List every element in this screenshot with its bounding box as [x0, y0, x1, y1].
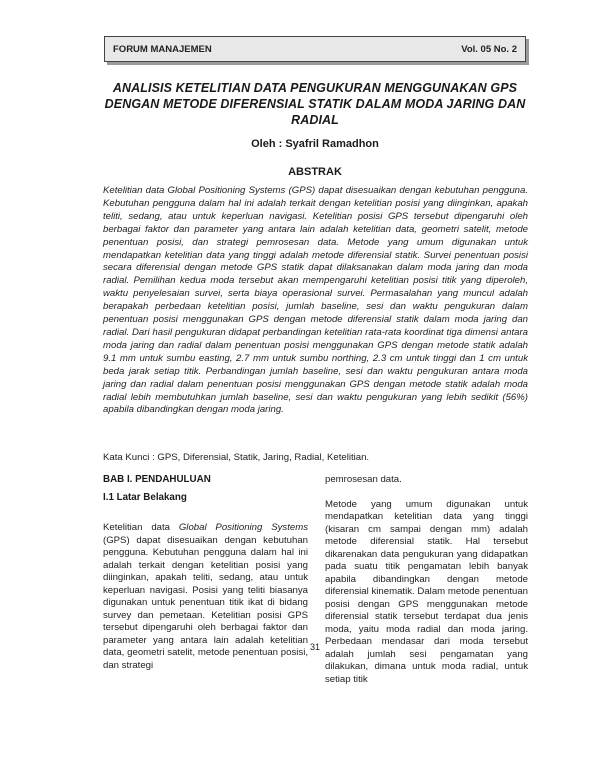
intro-paragraph-2: Metode yang umum digunakan untuk mendapatkan ketelitian data yang tinggi (kisaran cm sampai dengan mm) adalah metode diferensial statik. Hal tersebut dikarenakan data pengukuran yang didapatkan pada suatu titik pengamatan lebih banyak apabila dibandingkan dengan metode diferensial kinematik. Dalam metode penentuan posisi dengan GPS menggunakan metode diferensial statik tersebut terdapat dua jenis moda, yaitu moda radial dan moda jaring. Perbedaan mendasar dari moda tersebut adalah jumlah sesi pengamatan yang dilakukan, dimana untuk moda radial, untuk setiap titik [325, 498, 528, 685]
intro-paragraph-1-continued: pemrosesan data. [325, 474, 402, 485]
abstract-body: Ketelitian data Global Positioning Systems (GPS) dapat disesuaikan dengan kebutuhan pengguna. Kebutuhan pengguna dalam hal ini adalah terkait dengan ketelitian posisi yang diinginkan, apakah teliti, sedang, atau untuk keperluan navigasi. Ketelitian posisi GPS tersebut dipengaruhi oleh berbagai faktor dan parameter yang antara lain adalah ketelitian data, geometri satelit, metode penentuan posisi, dan strategi pemrosesan data. Metode yang umum digunakan untuk mendapatkan ketelitian data yang tinggi adalah metode diferensial statik. Survei penentuan posisi secara diferensial dengan metode GPS statik dapat dilaksanakan dalam moda jaring dan moda radial. Pemilihan kedua moda tersebut akan mempengaruhi ketelitian posisi titik yang diperoleh, waktu penyelesaian survei, serta biaya operasional survei. Permasalahan yang muncul adalah berapakah perbedaan ketelitian posisi, jumlah baseline, sesi dan waktu pengukuran dalam penentuan posisi menggunakan GPS dengan metode diferensial statik dalam moda jaring dan radial. Dari hasil pengukuran didapat perbandingan ketelitian rata-rata koordinat tiga dimensi antara moda jaring dan radial dalam penentuan posisi menggunakan GPS dengan metode statik adalah 9.1 mm untuk sumbu easting, 2.7 mm untuk sumbu northing, 2.3 cm untuk tinggi dan 1 cm untuk beda jarak setiap titik. Perbandingan jumlah baseline, sesi dan waktu pengukuran antara moda jaring dan radial dalam penentuan posisi menggunakan GPS dengan metode statik adalah moda radial lebih membutuhkan jumlah baseline, sesi dan waktu pengukuran yang lebih sedikit (56%) apabila dibandingkan dengan moda jaring. [103, 185, 528, 416]
section-heading: BAB I. PENDAHULUAN [103, 474, 211, 485]
journal-name: FORUM MANAJEMEN [113, 44, 212, 55]
intro-text-rest: (GPS) dapat disesuaikan dengan kebutuhan pengguna. Kebutuhan pengguna dalam hal ini adalah terkait dengan ketelitian posisi yang diinginkan, apakah teliti, sedang, atau untuk keperluan navigasi. Posisi yang teliti biasanya digunakan untuk penentuan titik ikat di bidang survey dan pemetaan. Ketelitian posisi GPS tersebut dipengaruhi oleh berbagai faktor dan parameter yang antara lain adalah ketelitian data, geometri satelit, metode penentuan posisi, dan strategi [103, 534, 308, 671]
journal-volume: Vol. 05 No. 2 [461, 44, 517, 55]
page-number: 31 [309, 642, 320, 652]
abstract-heading: ABSTRAK [288, 166, 342, 178]
subsection-heading: I.1 Latar Belakang [103, 492, 187, 503]
paper-author: Oleh : Syafril Ramadhon [251, 138, 379, 150]
keywords: Kata Kunci : GPS, Diferensial, Statik, Jaring, Radial, Ketelitian. [103, 452, 370, 463]
intro-text-start: Ketelitian data [103, 522, 179, 533]
journal-header [104, 36, 526, 62]
right-column [325, 474, 528, 686]
intro-text-italic: Global Positioning Systems [178, 522, 308, 533]
paper-title: ANALISIS KETELITIAN DATA PENGUKURAN MENGGUNAKAN GPS DENGAN METODE DIFERENSIAL STATIK DALAM MODA JARING DAN RADIAL [104, 81, 526, 127]
